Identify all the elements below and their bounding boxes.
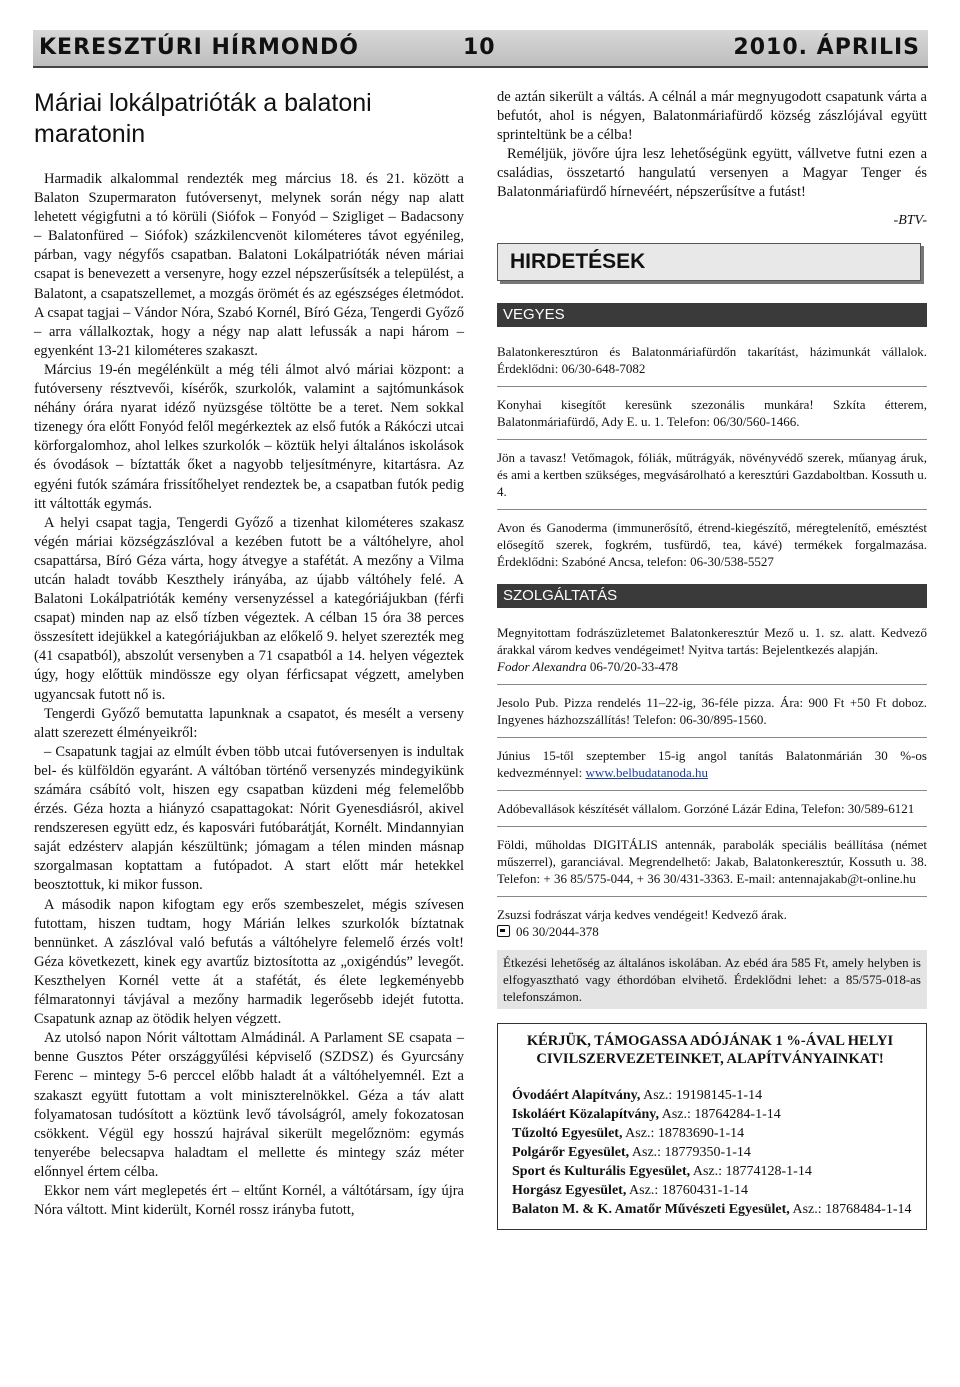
divider bbox=[497, 790, 927, 791]
tax-number: Asz.: 18779350-1-14 bbox=[629, 1144, 751, 1160]
organization-name: Balaton M. & K. Amatőr Művészeti Egyesület, bbox=[512, 1201, 790, 1217]
classified-ad-phone-line bbox=[497, 923, 927, 940]
article-paragraph: Harmadik alkalommal rendezték meg március 18. és 21. között a Balaton Szupermaraton futóversenyt, melynek során négy nap alatt lehetett végigfutni a tó körüli (Siófok – Fonyód – Szigliget – Badacsony – Balatonfüred – Siófok) százkilencvenöt kilométeres távot egyénileg, párban, vagy négyfős csapatban. Balatoni Lokálpatrióták néven máriai csapat is benevezett a versenyre, hogy ezzel népszerűsítsék a települést, a Balatont, a csapatszellemet, a mozgás örömét és az egészséges életmódot. A csapat tagjai – Vándor Nóra, Szabó Kornél, Bíró Géza, Tengerdi Győző – arra vállalkoztak, hogy a négy nap alatt lefussák a napi három – egyenként 13-21 kilométeres szakaszt. bbox=[34, 171, 464, 359]
organization-item bbox=[504, 1162, 916, 1181]
section-bar-szolgaltatas: SZOLGÁLTATÁS bbox=[497, 584, 927, 608]
classified-ad: Jesolo Pub. Pizza rendelés 11–22-ig, 36-féle pizza. Ára: 900 Ft +50 Ft doboz. Ingyenes házhozszállítás! Telefon: 06-30/895-1560. bbox=[497, 694, 927, 727]
article-paragraph: Tengerdi Győző bemutatta lapunknak a csapatot, és mesélt a verseny alatt szerezett élményeikről: bbox=[34, 705, 464, 741]
ad-phone: 06-70/20-33-478 bbox=[589, 658, 679, 674]
classified-ad: Megnyitottam fodrászüzletemet Balatonkeresztúr Mező u. 1. sz. alatt. Kedvező árakkal várom kedves vendégeimet! Nyitva tartás: Bejelentkezés alapján. bbox=[497, 624, 927, 657]
tax-number: Asz.: 18768484-1-14 bbox=[789, 1201, 912, 1217]
article-signature: -BTV- bbox=[893, 212, 927, 228]
divider bbox=[497, 826, 927, 827]
newspaper-title: KERESZTÚRI HÍRMONDÓ bbox=[39, 35, 360, 60]
divider bbox=[497, 896, 927, 897]
organization-name: Tűzoltó Egyesület, bbox=[512, 1125, 623, 1141]
organization-item bbox=[504, 1181, 916, 1200]
tax-number: Asz.: 18760431-1-14 bbox=[626, 1182, 749, 1198]
organization-item bbox=[504, 1143, 916, 1162]
page-number: 10 bbox=[463, 35, 496, 60]
organization-name: Sport és Kulturális Egyesület, bbox=[512, 1163, 691, 1179]
right-column bbox=[497, 88, 927, 1230]
tax-appeal-box bbox=[497, 1023, 927, 1230]
organization-item bbox=[504, 1105, 916, 1124]
divider bbox=[497, 386, 927, 387]
issue-date: 2010. ÁPRILIS bbox=[733, 35, 920, 60]
ads-heading: HIRDETÉSEK bbox=[510, 249, 646, 273]
phone-icon bbox=[497, 925, 510, 937]
classified-ad: Konyhai kisegítőt keresünk szezonális munkára! Szkíta étterem, Balatonmáriafürdő, Ady E. u. 1. Telefon: 06/30/560-1466. bbox=[497, 396, 927, 429]
classified-ad: Balatonkeresztúron és Balatonmáriafürdőn takarítást, házimunkát vállalok. Érdeklődni: 06/30-648-7082 bbox=[497, 343, 927, 376]
classified-ad: Adóbevallások készítését vállalom. Gorzóné Lázár Edina, Telefon: 30/589-6121 bbox=[497, 800, 915, 816]
organization-name: Horgász Egyesület, bbox=[512, 1182, 627, 1198]
article-paragraph: – Csapatunk tagjai az elmúlt évben több utcai futóversenyen is indultak bel- és külföldön egyaránt. A váltóban történő versenyzés mindegyikünk számára csábító volt, hiszen egy csapatban küzdeni még felemelőbb érzés. Géza hozta a hiányzó csapattagokat: Nórit Gyenesdiásról, akivel rendszeresen együtt edz, és kaposvári futóbarátját, Kornélt. Mindannyian saját edzésterv alapján készültünk; jómagam a télen minden másnap szorgalmasan koptattam a futópadot. A start előtt már hetekkel beosztottuk, ki mikor fusson. bbox=[34, 743, 464, 894]
tax-number: Asz.: 18774128-1-14 bbox=[690, 1163, 812, 1179]
article-paragraph: A helyi csapat tagja, Tengerdi Győző a tizenhat kilométeres szakasz végén máriai községzászlóval a kezében futott be a váltóhelyre, ahol csapattársa, Bíró Géza várta, hogy átvegye a stafétát. A mezőny a Vilma utcán haladt tovább Keszthely irányába, az újabb váltóhely felé. A Balatoni Lokálpatrióták kemény versenyzéssel a kategóriájukban (férfi csapat) minden nap az első tízben végeztek. A célban 15 óra 38 perces összesített idejükkel a kategóriájukban az előkelő 9. helyet szerezték meg (41 csapatból), abszolút versenyben a 71 csapatból a 14. helyen végeztek úgy, hogy előttük mindössze egy olyan férficsapat végzett, amelyben ugyancsak futott nő is. bbox=[34, 514, 464, 703]
tax-number: Asz.: 19198145-1-14 bbox=[640, 1087, 763, 1103]
ads-heading-box bbox=[497, 243, 921, 281]
classified-ad: Jön a tavasz! Vetőmagok, fóliák, műtrágyák, növényvédő szerek, műanyag áruk, és ami a kertben szükséges, megvásárolható a keresztúri Gazdaboltban. Kossuth u. 4. bbox=[497, 449, 927, 499]
ad-signature: Fodor Alexandra bbox=[497, 658, 587, 674]
section-bar-vegyes: VEGYES bbox=[497, 303, 927, 327]
organization-item bbox=[504, 1200, 916, 1219]
article-column bbox=[34, 88, 464, 1220]
lunch-notice: Étkezési lehetőség az általános iskolában. Az ebéd ára 585 Ft, amely helyben is elfogyasztható vagy éthordóban elvihető. Érdeklődni lehet: a 85/575-018-as telefonszámon. bbox=[497, 950, 927, 1009]
tax-number: Asz.: 18783690-1-14 bbox=[622, 1125, 745, 1141]
classified-ad bbox=[497, 747, 927, 781]
divider bbox=[497, 509, 927, 510]
organization-item bbox=[504, 1124, 916, 1143]
article-paragraph: Március 19-én megélénkült a még téli álmot alvó máriai központ: a futóverseny résztvevői, kísérők, szurkolók, valamint a sajtómunkások néhány órára nyarat idéző nyüzsgése töltötte be a teret. Nem sokkal tizenegy óra előtt Fonyód felől megérkeztek az első futók a Rákóczi utcai körforgalomhoz, ahol lelkes szurkolók – köztük helyi általános iskolások és óvodások – bíztatták őket a nagyobb teljesítményre, kitartásra. Az egyéni futók számára frissítőhelyet rendeztek be, a csapatban futók pedig itt váltották egymás. bbox=[34, 361, 464, 512]
ad-text: Június 15-től szeptember 15-ig angol tanítás Balatonmárián 30 %-os kedvezménnyel: bbox=[497, 747, 927, 780]
appeal-title: KÉRJÜK, TÁMOGASSA ADÓJÁNAK 1 %-ÁVAL HELYI CIVILSZERVEZETEINKET, ALAPÍTVÁNYAINKAT! bbox=[526, 1032, 894, 1067]
article-paragraph: de aztán sikerült a váltás. A célnál a már megnyugodott csapatunk várta a befutót, ahol is négyen, Balatonmáriafürdő község zászlójával együtt sprinteltünk be a célba! bbox=[497, 89, 927, 144]
classified-ad-contact bbox=[497, 658, 927, 675]
article-paragraph: Az utolsó napon Nórit váltottam Almádinál. A Parlament SE csapata – benne Gusztos Péter országgyűlési képviselő (SZDSZ) és Gyurcsány Ferenc – mintegy 5-6 perccel előbb haladt át a váltóhelyemnél. Ezt a szakaszt együtt futottam a volt miniszterelnökkel. Géza a táv alatt folyamatosan tudósított a köztünk levő távolságról, amely fokozatosan csökkent. Végül egy hosszú hajrával sikerült megelőznöm: egymás tenyerébe belecsapva haladtam el mellette és mintegy száz méter előnnyel értem célba. bbox=[34, 1030, 464, 1180]
article-paragraph: A második napon kifogtam egy erős szembeszelet, mégis szívesen futottam, hiszen tudtam, hogy Márián lelkes szurkolók bíztatnak bennünket. A zászlóval való befutás a váltóhelyre felemelő érzés volt! Géza következett, kinek egy avartűz biztosította az „oxigéndús” levegőt. Keszthelyen Kornél vette át a stafétát, és élete legkeményebb félmaratonnyi távjával a mezőny harmadik legerősebb idejét futotta. Csapatunk aznap az ötödik helyen végzett. bbox=[34, 896, 464, 1028]
article-paragraph: Reméljük, jövőre újra lesz lehetőségünk együtt, vállvetve futni ezen a családias, összetartó hangulatú versenyen a Magyar Tenger és Balatonmáriafürdő hírnevéért, népszerűsítve a futást! bbox=[497, 146, 927, 201]
classified-ad: Avon és Ganoderma (immunerősítő, étrend-kiegészítő, méregtelenítő, emésztést elősegítő szerek, fogkrém, tusfürdő, tea, kávé) termékek forgalmazása. Érdeklődni: Szabóné Ancsa, telefon: 06-30/538-5527 bbox=[497, 519, 927, 569]
classified-ad: Földi, műholdas DIGITÁLIS antennák, parabolák speciális beállítása (német műszerrel), garanciával. Megrendelhető: Jakab, Balatonkeresztúr, Kossuth u. 38. Telefon: + 36 85/575-044, + 36 30/431-3363. E-mail: antennajakab@t-online.hu bbox=[497, 836, 927, 886]
divider bbox=[497, 439, 927, 440]
classified-ad: Zsuzsi fodrászat várja kedves vendégeit! Kedvező árak. bbox=[497, 906, 787, 922]
ad-phone: 06 30/2044-378 bbox=[516, 923, 599, 939]
article-title: Máriai lokálpatrióták a balatoni maratonin bbox=[34, 89, 372, 148]
website-link[interactable]: www.belbudatanoda.hu bbox=[585, 764, 709, 780]
organization-name: Polgárőr Egyesület, bbox=[512, 1144, 630, 1160]
divider bbox=[497, 684, 927, 685]
organization-name: Iskoláért Közalapítvány, bbox=[512, 1106, 660, 1122]
divider bbox=[497, 737, 927, 738]
tax-number: Asz.: 18764284-1-14 bbox=[659, 1106, 781, 1122]
page-header bbox=[33, 30, 928, 68]
organization-item bbox=[504, 1086, 916, 1105]
organization-list bbox=[504, 1086, 916, 1219]
organization-name: Óvodáért Alapítvány, bbox=[512, 1087, 641, 1103]
article-paragraph: Ekkor nem várt meglepetés ért – eltűnt Kornél, a váltótársam, így újra Nóra váltott. Mint kiderült, Kornél rossz irányba futott, bbox=[34, 1182, 464, 1219]
